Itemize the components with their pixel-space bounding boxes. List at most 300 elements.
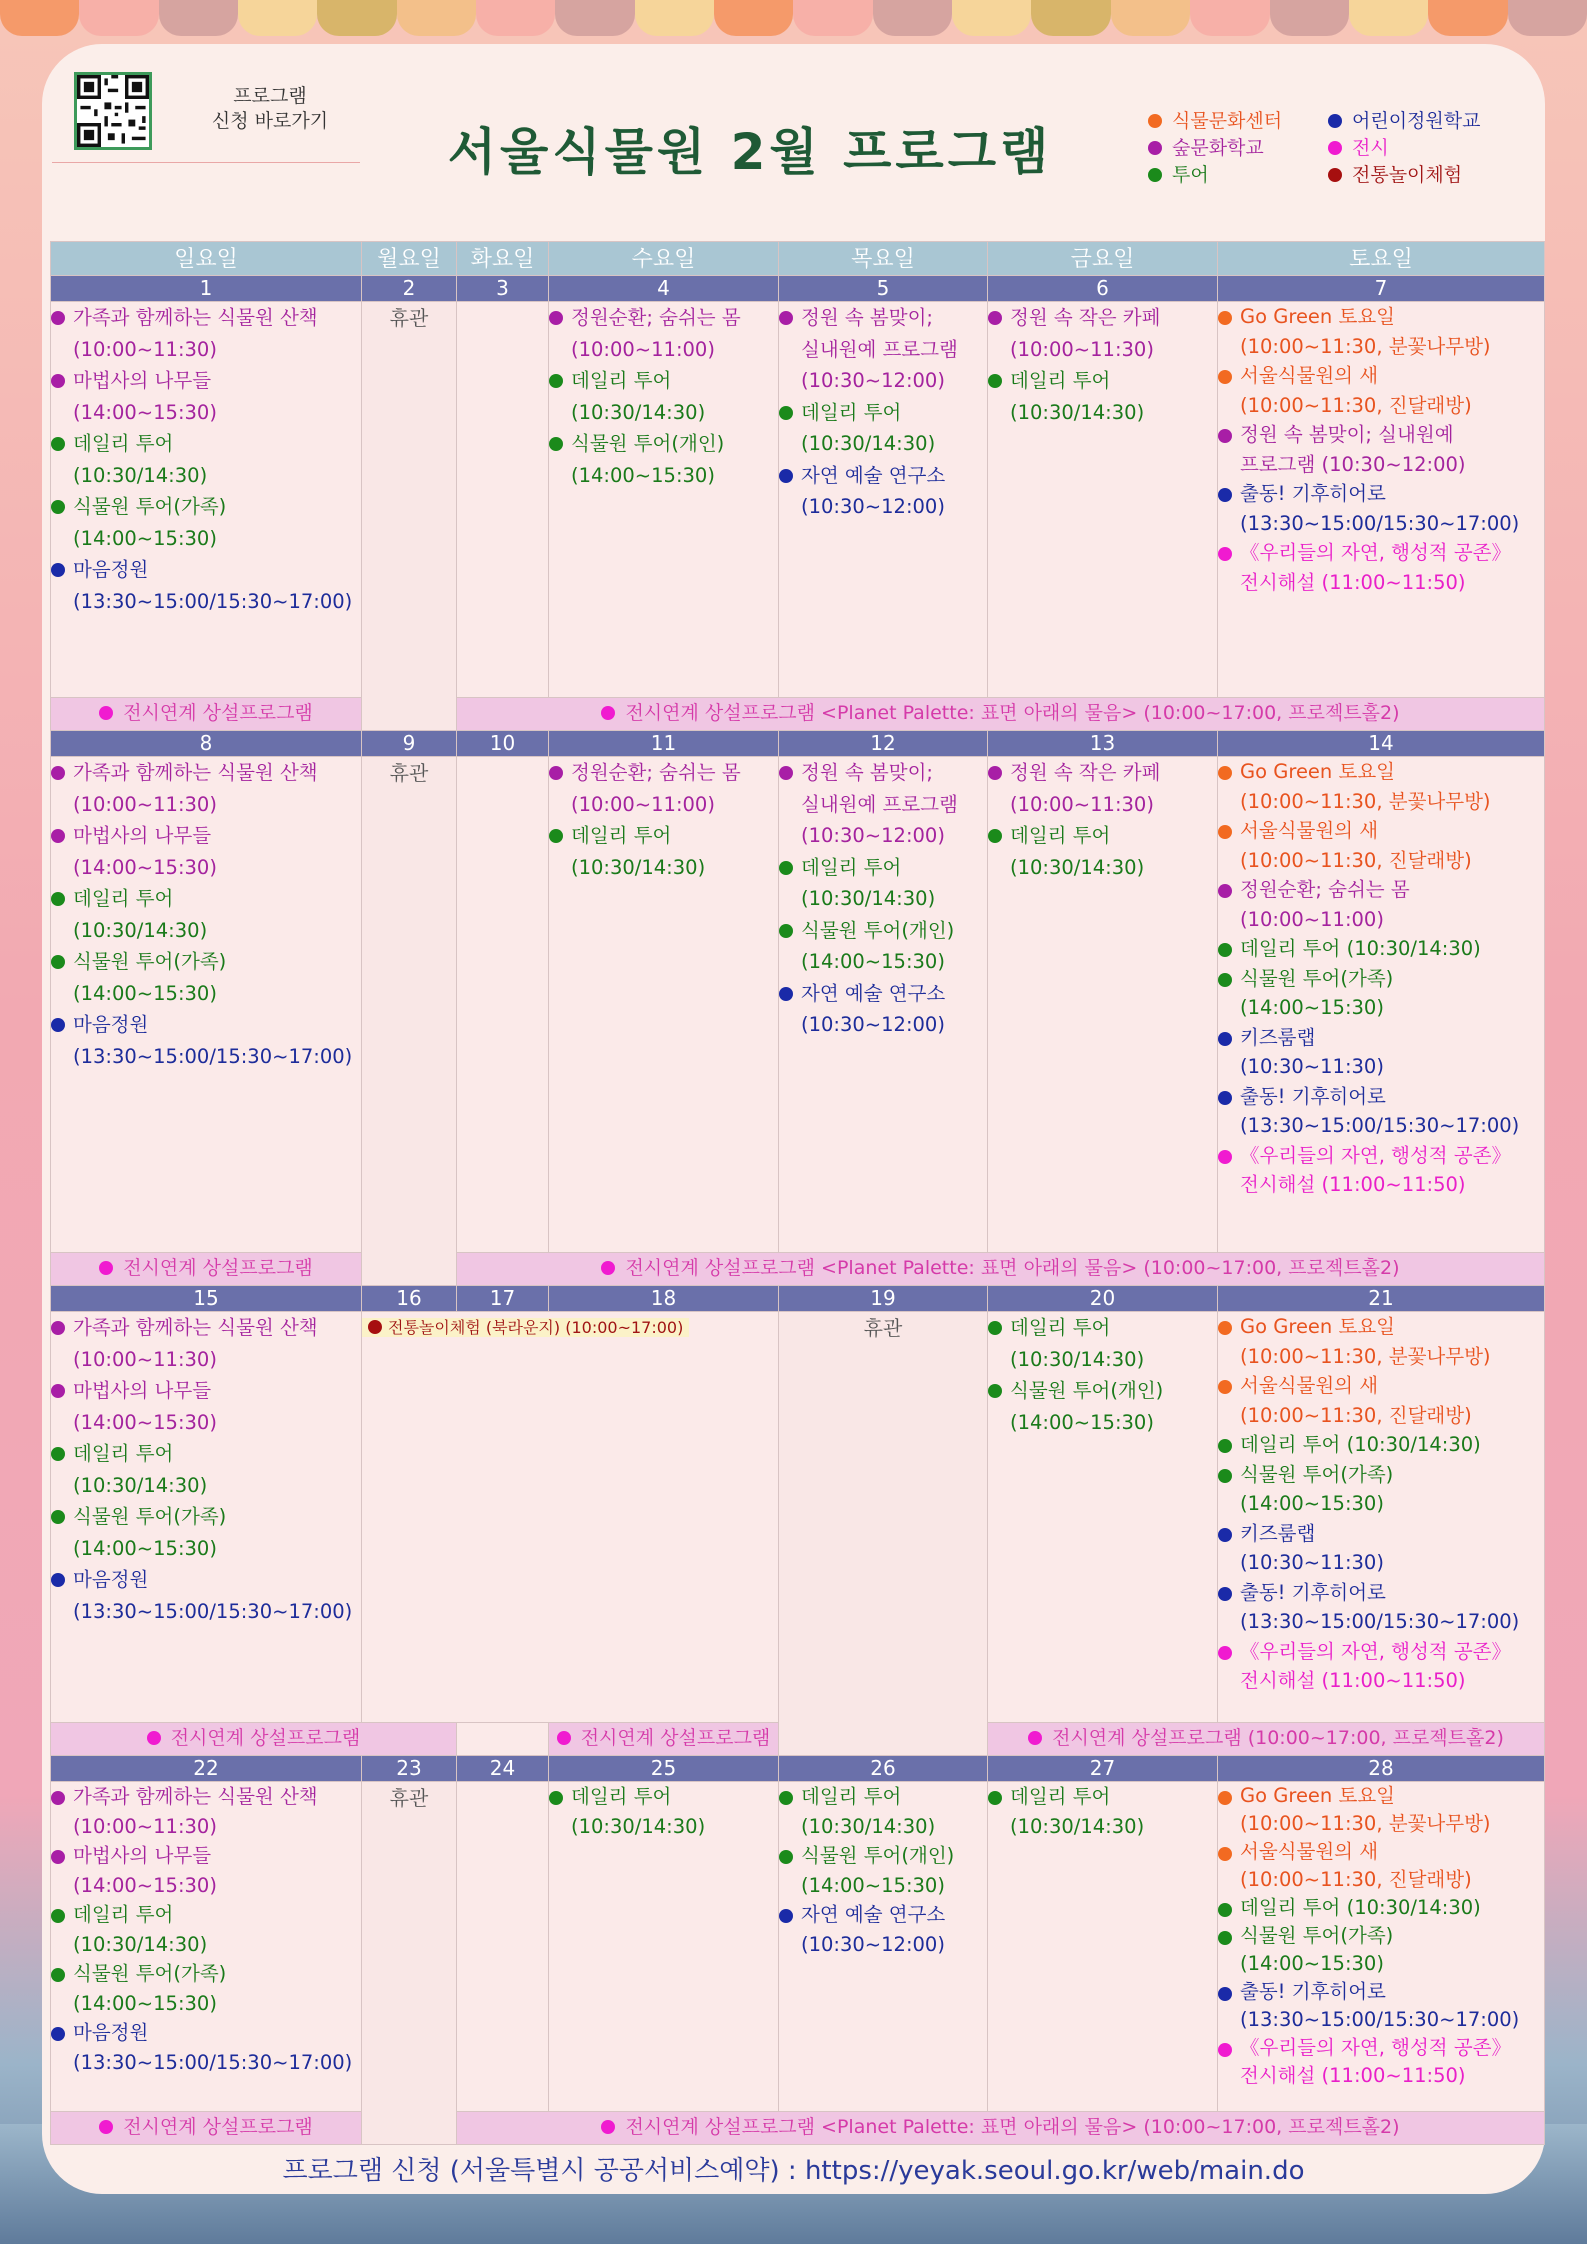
- orange-dot-icon: [1218, 370, 1232, 384]
- closed-cell: 휴관: [362, 757, 457, 1286]
- green-dot-icon: [51, 955, 65, 969]
- event-item[interactable]: [1218, 361, 1544, 420]
- legend-item-traditional-play: 전통놀이체험: [1328, 160, 1462, 187]
- purple-dot-icon: [1148, 141, 1162, 155]
- green-dot-icon: [988, 829, 1002, 843]
- exhibit-bar[interactable]: 전시연계 상설프로그램: [51, 1253, 362, 1286]
- orange-dot-icon: [1218, 825, 1232, 839]
- green-dot-icon: [51, 500, 65, 514]
- pink-dot-icon: [1218, 547, 1232, 561]
- date-number: 19: [779, 1286, 988, 1312]
- date-number: 22: [51, 1756, 362, 1782]
- day-cell: [51, 1782, 362, 2112]
- date-number: 21: [1218, 1286, 1545, 1312]
- weekday-header-row: [51, 242, 1545, 276]
- exhibit-bar[interactable]: 전시연계 상설프로그램: [51, 1723, 457, 1756]
- event-label: 데일리 투어 (10:30/14:30): [571, 824, 706, 879]
- pink-dot-icon: [99, 706, 113, 720]
- event-row: [51, 757, 1545, 1253]
- event-label: 데일리 투어 (10:30/14:30): [571, 1785, 706, 1838]
- green-dot-icon: [1148, 168, 1162, 182]
- event-label: 정원 속 작은 카페 (10:00~11:30): [1010, 761, 1161, 816]
- date-number: 1: [51, 276, 362, 302]
- event-item[interactable]: [51, 946, 361, 1009]
- green-dot-icon: [1218, 973, 1232, 987]
- legend-item-culture-center: 식물문화센터: [1148, 106, 1282, 133]
- green-dot-icon: [779, 861, 793, 875]
- date-number: 18: [549, 1286, 779, 1312]
- date-number: 9: [362, 731, 457, 757]
- event-item[interactable]: [1218, 1430, 1544, 1460]
- event-item[interactable]: [988, 1312, 1217, 1375]
- day-cell: [1218, 302, 1545, 698]
- event-label: 데일리 투어 (10:30/14:30): [801, 400, 936, 455]
- day-cell-empty: [457, 757, 549, 1253]
- event-item[interactable]: [1218, 1922, 1544, 1978]
- weekday-fri: 금요일: [988, 242, 1218, 276]
- pink-dot-icon: [601, 1261, 615, 1275]
- event-item[interactable]: [51, 1959, 361, 2018]
- pink-dot-icon: [1028, 1731, 1042, 1745]
- event-item[interactable]: [988, 1375, 1217, 1438]
- weekday-thu: 목요일: [779, 242, 988, 276]
- green-dot-icon: [549, 437, 563, 451]
- pink-dot-icon: [147, 1731, 161, 1745]
- purple-dot-icon: [549, 766, 563, 780]
- event-item[interactable]: [1218, 1637, 1544, 1696]
- green-dot-icon: [549, 374, 563, 388]
- event-item[interactable]: [988, 820, 1217, 883]
- event-label: 마법사의 나무들 (14:00~15:30): [73, 824, 217, 879]
- event-item[interactable]: [1218, 1141, 1544, 1200]
- purple-dot-icon: [1218, 884, 1232, 898]
- event-item[interactable]: [1218, 1460, 1544, 1519]
- event-item[interactable]: [51, 757, 361, 820]
- event-label: 데일리 투어 (10:30/14:30): [1010, 1785, 1145, 1838]
- legend-item-forest-school: 숲문화학교: [1148, 133, 1264, 160]
- weekday-sun: 일요일: [51, 242, 362, 276]
- exhibit-bar[interactable]: 전시연계 상설프로그램: [51, 698, 362, 731]
- date-number: 13: [988, 731, 1218, 757]
- purple-dot-icon: [988, 766, 1002, 780]
- closed-cell: 휴관: [362, 1782, 457, 2145]
- event-item[interactable]: [51, 1375, 361, 1438]
- event-label: 식물원 투어(가족) (14:00~15:30): [1240, 966, 1394, 1019]
- blue-dot-icon: [1218, 488, 1232, 502]
- event-item[interactable]: [1218, 302, 1544, 361]
- event-item[interactable]: [1218, 1782, 1544, 1838]
- event-label: 데일리 투어 (10:30/14:30): [571, 369, 706, 424]
- event-item[interactable]: [1218, 420, 1544, 479]
- green-dot-icon: [51, 892, 65, 906]
- green-dot-icon: [51, 1510, 65, 1524]
- event-item[interactable]: [1218, 538, 1544, 597]
- weekday-wed: 수요일: [549, 242, 779, 276]
- event-item[interactable]: [549, 428, 778, 491]
- blue-dot-icon: [51, 1573, 65, 1587]
- event-label: 가족과 함께하는 식물원 산책 (10:00~11:30): [73, 1316, 318, 1371]
- green-dot-icon: [988, 1384, 1002, 1398]
- event-item[interactable]: [1218, 816, 1544, 875]
- event-item[interactable]: [1218, 964, 1544, 1023]
- event-item[interactable]: [1218, 1371, 1544, 1430]
- day-cell: [51, 757, 362, 1253]
- event-row: [51, 1782, 1545, 2112]
- date-row: [51, 731, 1545, 757]
- event-label: 데일리 투어 (10:30/14:30): [1240, 937, 1481, 960]
- pink-dot-icon: [99, 2120, 113, 2134]
- green-dot-icon: [779, 1791, 793, 1805]
- date-number: 23: [362, 1756, 457, 1782]
- date-number: 15: [51, 1286, 362, 1312]
- event-label: 서울식물원의 새 (10:00~11:30, 진달래방): [1240, 819, 1472, 872]
- purple-dot-icon: [51, 1321, 65, 1335]
- green-dot-icon: [1218, 1469, 1232, 1483]
- day-cell-empty: [457, 1782, 549, 2112]
- event-item[interactable]: [51, 2018, 361, 2077]
- day-cell: [51, 1312, 362, 1723]
- event-label: 키즈룸랩 (10:30~11:30): [1240, 1025, 1384, 1078]
- day-cell: [988, 1312, 1218, 1723]
- event-label: 식물원 투어(개인) (14:00~15:30): [1010, 1379, 1164, 1434]
- exhibit-bar-row: [51, 2112, 1545, 2145]
- day-cell: [779, 1782, 988, 2112]
- event-item[interactable]: [988, 365, 1217, 428]
- event-item[interactable]: [51, 1782, 361, 1841]
- trad-play-cell: [362, 1312, 779, 1723]
- day-cell: [779, 757, 988, 1253]
- pink-dot-icon: [1218, 1646, 1232, 1660]
- calendar-table: [50, 241, 1545, 2145]
- event-label: 데일리 투어 (10:30/14:30): [801, 855, 936, 910]
- event-label: 마음정원 (13:30~15:00/15:30~17:00): [73, 558, 353, 613]
- green-dot-icon: [1218, 1903, 1232, 1917]
- event-label: 데일리 투어 (10:30/14:30): [73, 1903, 208, 1956]
- event-item[interactable]: [51, 1438, 361, 1501]
- day-cell-empty: [457, 1723, 549, 1756]
- blue-dot-icon: [51, 563, 65, 577]
- event-item[interactable]: [51, 883, 361, 946]
- day-cell: [779, 302, 988, 698]
- exhibit-bar[interactable]: 전시연계 상설프로그램: [51, 2112, 362, 2145]
- green-dot-icon: [779, 406, 793, 420]
- event-label: 데일리 투어 (10:30/14:30): [73, 887, 208, 942]
- event-item[interactable]: [549, 365, 778, 428]
- purple-dot-icon: [779, 766, 793, 780]
- weekday-sat: 토요일: [1218, 242, 1545, 276]
- event-item[interactable]: [1218, 1978, 1544, 2034]
- event-label: 마법사의 나무들 (14:00~15:30): [73, 1844, 217, 1897]
- event-item[interactable]: [779, 978, 987, 1041]
- event-item[interactable]: [51, 1564, 361, 1627]
- green-dot-icon: [51, 1447, 65, 1461]
- orange-dot-icon: [1218, 1791, 1232, 1805]
- event-item[interactable]: [988, 1782, 1217, 1841]
- purple-dot-icon: [51, 1850, 65, 1864]
- date-number: 14: [1218, 731, 1545, 757]
- event-item[interactable]: [51, 365, 361, 428]
- green-dot-icon: [549, 829, 563, 843]
- event-row: [51, 1312, 1545, 1723]
- event-item[interactable]: [51, 302, 361, 365]
- date-number: 25: [549, 1756, 779, 1782]
- event-label: 정원 속 봄맞이; 실내원예 프로그램 (10:30~12:00): [1240, 423, 1466, 476]
- date-number: 6: [988, 276, 1218, 302]
- event-item[interactable]: [1218, 479, 1544, 538]
- divider: [52, 162, 360, 163]
- date-number: 17: [457, 1286, 549, 1312]
- weekday-tue: 화요일: [457, 242, 549, 276]
- event-item[interactable]: [51, 554, 361, 617]
- event-label: 식물원 투어(개인) (14:00~15:30): [571, 432, 725, 487]
- date-number: 8: [51, 731, 362, 757]
- orange-dot-icon: [1218, 311, 1232, 325]
- red-dot-icon: [1328, 168, 1342, 182]
- day-cell: [549, 302, 779, 698]
- orange-dot-icon: [1218, 1380, 1232, 1394]
- event-label: 정원순환; 숨쉬는 몸 (10:00~11:00): [1240, 878, 1410, 931]
- legend-item-kids-school: 어린이정원학교: [1328, 106, 1480, 133]
- purple-dot-icon: [51, 1384, 65, 1398]
- event-item[interactable]: [549, 302, 778, 365]
- event-item[interactable]: [1218, 934, 1544, 964]
- event-item[interactable]: [1218, 757, 1544, 816]
- event-label: 가족과 함께하는 식물원 산책 (10:00~11:30): [73, 1785, 318, 1838]
- event-item[interactable]: [51, 1841, 361, 1900]
- legend-item-tour: 투어: [1148, 160, 1209, 187]
- date-number: 16: [362, 1286, 457, 1312]
- pink-dot-icon: [601, 2120, 615, 2134]
- event-item[interactable]: [779, 915, 987, 978]
- event-label: 키즈룸랩 (10:30~11:30): [1240, 1521, 1384, 1574]
- purple-dot-icon: [51, 374, 65, 388]
- event-item[interactable]: [1218, 1082, 1544, 1141]
- event-label: 자연 예술 연구소 (10:30~12:00): [801, 463, 946, 518]
- event-item[interactable]: [1218, 1894, 1544, 1922]
- event-row: [51, 302, 1545, 698]
- event-label: 출동! 기후히어로 (13:30~15:00/15:30~17:00): [1240, 1580, 1520, 1633]
- trad-play-event[interactable]: 전통놀이체험 (북라운지) (10:00~17:00): [362, 1318, 689, 1337]
- event-label: 《우리들의 자연, 행성적 공존》 전시해설 (11:00~11:50): [1240, 1143, 1512, 1196]
- event-label: 데일리 투어 (10:30/14:30): [1010, 369, 1145, 424]
- qr-label: 프로그램 신청 바로가기: [211, 85, 329, 132]
- green-dot-icon: [988, 374, 1002, 388]
- event-label: 출동! 기후히어로 (13:30~15:00/15:30~17:00): [1240, 1980, 1520, 2031]
- event-item[interactable]: [549, 757, 778, 820]
- event-item[interactable]: [779, 852, 987, 915]
- event-label: 데일리 투어 (10:30/14:30): [801, 1785, 936, 1838]
- event-item[interactable]: [51, 1312, 361, 1375]
- green-dot-icon: [779, 1850, 793, 1864]
- purple-dot-icon: [51, 766, 65, 780]
- date-number: 12: [779, 731, 988, 757]
- green-dot-icon: [51, 437, 65, 451]
- pink-dot-icon: [99, 1261, 113, 1275]
- event-item[interactable]: [1218, 2034, 1544, 2090]
- event-label: 마음정원 (13:30~15:00/15:30~17:00): [73, 2021, 353, 2074]
- event-label: 식물원 투어(가족) (14:00~15:30): [1240, 1924, 1394, 1975]
- date-number: 26: [779, 1756, 988, 1782]
- orange-dot-icon: [1218, 1321, 1232, 1335]
- event-item[interactable]: [988, 302, 1217, 365]
- date-number: 7: [1218, 276, 1545, 302]
- pink-dot-icon: [601, 706, 615, 720]
- event-label: Go Green 토요일 (10:00~11:30, 분꽃나무방): [1240, 1315, 1491, 1368]
- blue-dot-icon: [1218, 1987, 1232, 2001]
- qr-code[interactable]: [74, 72, 152, 150]
- event-item[interactable]: [51, 491, 361, 554]
- date-number: 10: [457, 731, 549, 757]
- orange-dot-icon: [1218, 766, 1232, 780]
- date-row: [51, 1286, 1545, 1312]
- event-item[interactable]: [779, 1841, 987, 1900]
- event-label: 출동! 기후히어로 (13:30~15:00/15:30~17:00): [1240, 1084, 1520, 1137]
- pink-dot-icon: [557, 1731, 571, 1745]
- blue-dot-icon: [1328, 114, 1342, 128]
- exhibit-bar[interactable]: 전시연계 상설프로그램 <Planet Palette: 표면 아래의 물음> (10:00~17:00, 프로젝트홀2): [457, 698, 1545, 731]
- day-cell: [51, 302, 362, 698]
- event-label: 정원 속 봄맞이; 실내원예 프로그램 (10:30~12:00): [801, 306, 958, 392]
- event-label: 서울식물원의 새 (10:00~11:30, 진달래방): [1240, 1374, 1472, 1427]
- event-item[interactable]: [51, 1900, 361, 1959]
- green-dot-icon: [1218, 1931, 1232, 1945]
- purple-dot-icon: [549, 311, 563, 325]
- date-number: 28: [1218, 1756, 1545, 1782]
- green-dot-icon: [549, 1791, 563, 1805]
- event-item[interactable]: [549, 1782, 778, 1841]
- event-item[interactable]: [1218, 1519, 1544, 1578]
- exhibit-bar[interactable]: 전시연계 상설프로그램 <Planet Palette: 표면 아래의 물음> (10:00~17:00, 프로젝트홀2): [457, 1253, 1545, 1286]
- day-cell: [549, 757, 779, 1253]
- exhibit-bar-row: [51, 698, 1545, 731]
- event-item[interactable]: [1218, 875, 1544, 934]
- date-number: 20: [988, 1286, 1218, 1312]
- date-number: 27: [988, 1756, 1218, 1782]
- pink-dot-icon: [1218, 1150, 1232, 1164]
- event-label: 정원순환; 숨쉬는 몸 (10:00~11:00): [571, 761, 741, 816]
- event-label: 출동! 기후히어로 (13:30~15:00/15:30~17:00): [1240, 482, 1520, 535]
- qr-code-icon: [77, 75, 149, 147]
- exhibit-bar[interactable]: 전시연계 상설프로그램: [549, 1723, 779, 1756]
- event-item[interactable]: [549, 820, 778, 883]
- event-item[interactable]: [779, 460, 987, 523]
- blue-dot-icon: [51, 2027, 65, 2041]
- exhibit-bar[interactable]: 전시연계 상설프로그램 (10:00~17:00, 프로젝트홀2): [988, 1723, 1545, 1756]
- event-label: 데일리 투어 (10:30/14:30): [1010, 824, 1145, 879]
- event-label: 식물원 투어(가족) (14:00~15:30): [1240, 1462, 1394, 1515]
- date-number: 24: [457, 1756, 549, 1782]
- event-item[interactable]: [51, 1009, 361, 1072]
- awning-decoration: [0, 0, 1587, 36]
- event-label: Go Green 토요일 (10:00~11:30, 분꽃나무방): [1240, 760, 1491, 813]
- day-cell: [988, 302, 1218, 698]
- event-label: 마법사의 나무들 (14:00~15:30): [73, 369, 217, 424]
- event-label: 마음정원 (13:30~15:00/15:30~17:00): [73, 1568, 353, 1623]
- event-label: 가족과 함께하는 식물원 산책 (10:00~11:30): [73, 306, 318, 361]
- event-label: 마음정원 (13:30~15:00/15:30~17:00): [73, 1013, 353, 1068]
- purple-dot-icon: [779, 311, 793, 325]
- blue-dot-icon: [779, 469, 793, 483]
- event-item[interactable]: [51, 1501, 361, 1564]
- event-label: 자연 예술 연구소 (10:30~12:00): [801, 981, 946, 1036]
- footer-link[interactable]: 프로그램 신청 (서울특별시 공공서비스예약) : https://yeyak.seoul.go.kr/web/main.do: [282, 2156, 1305, 2186]
- weekday-mon: 월요일: [362, 242, 457, 276]
- date-number: 3: [457, 276, 549, 302]
- pink-dot-icon: [1218, 2043, 1232, 2057]
- event-item[interactable]: [779, 302, 987, 397]
- red-dot-icon: [368, 1320, 382, 1334]
- event-label: 자연 예술 연구소 (10:30~12:00): [801, 1903, 946, 1956]
- orange-dot-icon: [1218, 1847, 1232, 1861]
- event-label: 식물원 투어(가족) (14:00~15:30): [73, 495, 227, 550]
- purple-dot-icon: [1218, 429, 1232, 443]
- page-title: 서울식물원 2월 프로그램: [447, 123, 1053, 181]
- date-number: 2: [362, 276, 457, 302]
- orange-dot-icon: [1148, 114, 1162, 128]
- date-row: [51, 1756, 1545, 1782]
- day-cell: [1218, 757, 1545, 1253]
- green-dot-icon: [1218, 943, 1232, 957]
- blue-dot-icon: [1218, 1032, 1232, 1046]
- event-label: 식물원 투어(가족) (14:00~15:30): [73, 950, 227, 1005]
- green-dot-icon: [988, 1791, 1002, 1805]
- blue-dot-icon: [1218, 1528, 1232, 1542]
- green-dot-icon: [779, 924, 793, 938]
- event-label: 《우리들의 자연, 행성적 공존》 전시해설 (11:00~11:50): [1240, 2036, 1512, 2087]
- green-dot-icon: [988, 1321, 1002, 1335]
- event-item[interactable]: [779, 397, 987, 460]
- purple-dot-icon: [51, 829, 65, 843]
- event-item[interactable]: [1218, 1312, 1544, 1371]
- green-dot-icon: [51, 1909, 65, 1923]
- day-cell: [988, 1782, 1218, 2112]
- blue-dot-icon: [779, 1909, 793, 1923]
- event-label: 마법사의 나무들 (14:00~15:30): [73, 1379, 217, 1434]
- event-label: 정원순환; 숨쉬는 몸 (10:00~11:00): [571, 306, 741, 361]
- purple-dot-icon: [51, 1791, 65, 1805]
- pink-dot-icon: [1328, 141, 1342, 155]
- event-label: 데일리 투어 (10:30/14:30): [1240, 1433, 1481, 1456]
- event-item[interactable]: [779, 1782, 987, 1841]
- event-label: 데일리 투어 (10:30/14:30): [73, 432, 208, 487]
- date-row: [51, 276, 1545, 302]
- event-item[interactable]: [1218, 1578, 1544, 1637]
- event-label: 식물원 투어(가족) (14:00~15:30): [73, 1962, 227, 2015]
- event-item[interactable]: [779, 1900, 987, 1959]
- event-label: 정원 속 작은 카페 (10:00~11:30): [1010, 306, 1161, 361]
- event-item[interactable]: [1218, 1023, 1544, 1082]
- event-label: Go Green 토요일 (10:00~11:30, 분꽃나무방): [1240, 305, 1491, 358]
- event-label: 데일리 투어 (10:30/14:30): [1240, 1896, 1481, 1919]
- exhibit-bar[interactable]: 전시연계 상설프로그램 <Planet Palette: 표면 아래의 물음> (10:00~17:00, 프로젝트홀2): [457, 2112, 1545, 2145]
- blue-dot-icon: [1218, 1587, 1232, 1601]
- date-number: 11: [549, 731, 779, 757]
- blue-dot-icon: [1218, 1091, 1232, 1105]
- day-cell: [988, 757, 1218, 1253]
- exhibit-bar-row: [51, 1253, 1545, 1286]
- day-cell: [549, 1782, 779, 2112]
- purple-dot-icon: [51, 311, 65, 325]
- event-item[interactable]: [1218, 1838, 1544, 1894]
- event-item[interactable]: [51, 428, 361, 491]
- event-item[interactable]: [988, 757, 1217, 820]
- date-number: 4: [549, 276, 779, 302]
- event-label: 데일리 투어 (10:30/14:30): [73, 1442, 208, 1497]
- event-item[interactable]: [51, 820, 361, 883]
- green-dot-icon: [1218, 1439, 1232, 1453]
- event-item[interactable]: [779, 757, 987, 852]
- closed-cell: 휴관: [362, 302, 457, 731]
